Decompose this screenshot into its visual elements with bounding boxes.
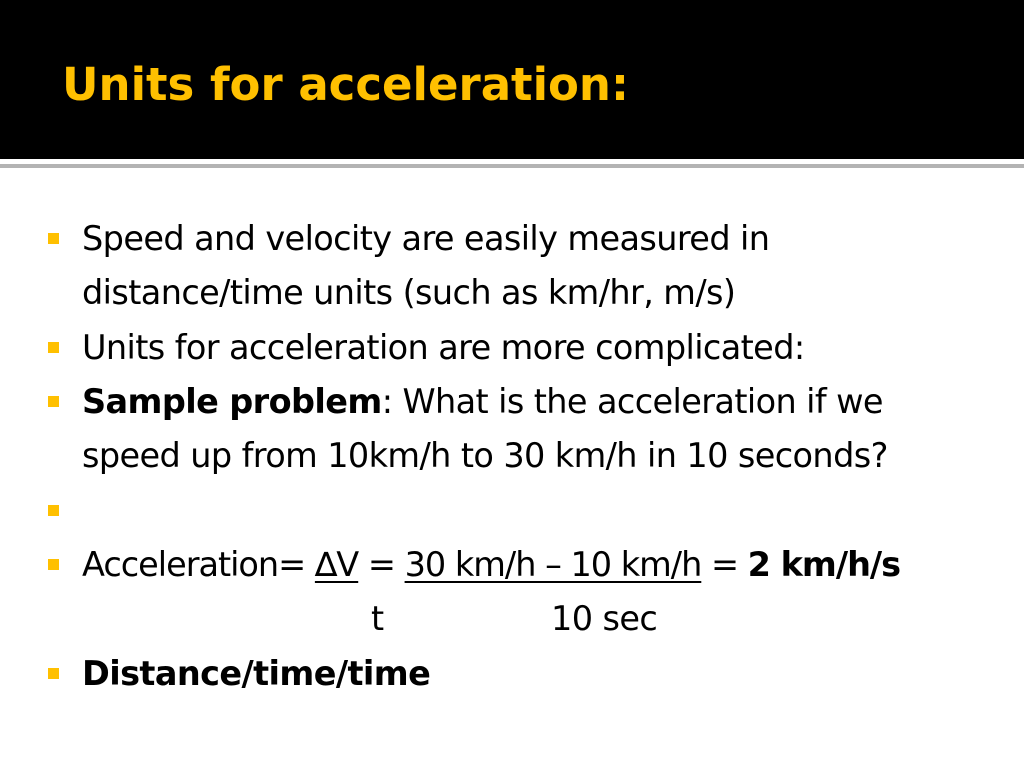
bullet-marker-6: [48, 668, 59, 679]
equals-1: =: [358, 545, 405, 584]
bullet-marker-4-empty: [48, 505, 59, 516]
bullet-1-line-2: distance/time units (such as km/hr, m/s): [82, 273, 736, 312]
bullet-marker-5: [48, 559, 59, 570]
result: 2 km/h/s: [747, 545, 901, 584]
bullet-3-line-2: speed up from 10km/h to 30 km/h in 10 seconds?: [82, 436, 888, 475]
numerator: 30 km/h – 10 km/h: [404, 545, 702, 584]
bullet-marker-3: [48, 396, 59, 407]
slide-title: Units for acceleration:: [62, 58, 629, 111]
denominator-10-sec: 10 sec: [551, 599, 658, 638]
bullet-6-text: Distance/time/time: [82, 654, 431, 693]
sample-problem-label: Sample problem: [82, 382, 382, 421]
bullet-marker-1: [48, 233, 59, 244]
denominator-t: t: [371, 599, 384, 638]
delta-v: ∆V: [314, 545, 359, 584]
divider-gray: [0, 164, 1024, 168]
bullet-2-text: Units for acceleration are more complicated:: [82, 328, 805, 367]
equals-2: =: [701, 545, 748, 584]
bullet-1-line-1: Speed and velocity are easily measured in: [82, 219, 770, 258]
bullet-3-line-1: [82, 382, 883, 421]
sample-problem-question: : What is the acceleration if we: [381, 382, 883, 421]
divider-white: [0, 159, 1024, 163]
acceleration-equation: [82, 545, 900, 584]
bullet-marker-2: [48, 342, 59, 353]
equation-prefix: Acceleration=: [82, 545, 315, 584]
